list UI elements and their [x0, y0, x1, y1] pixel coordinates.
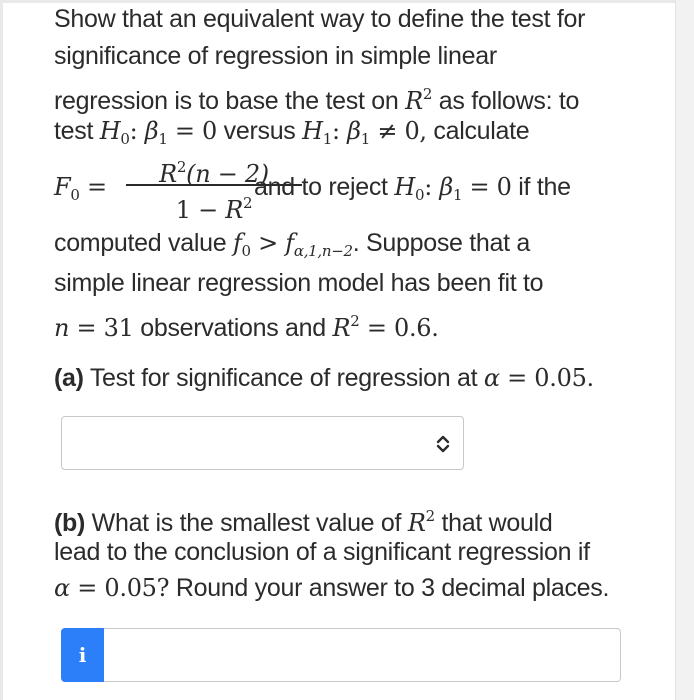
- question-line-3: regression is to base the test on $R^2$ as follows: to: [54, 85, 580, 115]
- frame-left-border: [0, 0, 3, 700]
- question-line-2: significance of regression in simple linear: [54, 42, 497, 70]
- question-line-6: computed value $f_0 > f_{\alpha,1,n-2}$. Suppose that a: [54, 229, 531, 260]
- part-b-answer-group: [61, 628, 621, 682]
- fraction-denominator: $1 - R^2$: [175, 194, 253, 224]
- part-b-label: (b): [54, 509, 86, 537]
- fraction-numerator: $R^2(n - 2)$: [159, 158, 269, 188]
- frame-top-border: [0, 0, 694, 3]
- question-line-5: and to reject $H_0$: $\beta_1 = 0$ if the: [254, 173, 571, 204]
- part-a-select[interactable]: [61, 416, 464, 470]
- part-b-prompt-line-3: α = 0.05? Round your answer to 3 decimal places.: [54, 574, 610, 602]
- info-icon[interactable]: i: [61, 628, 104, 682]
- chevron-up-down-icon: [435, 434, 451, 454]
- part-b-prompt-line-2: lead to the conclusion of a significant regression if: [54, 538, 590, 566]
- question-line-8: n = 31 observations and $R^2 = 0.6$.: [54, 312, 439, 342]
- f0-lhs: $F_0$ =: [54, 173, 107, 204]
- part-a-prompt: (a) Test for significance of regression at α = 0.05.: [54, 364, 594, 392]
- question-line-4: test $H_0$: $\beta_1 = 0$ versus $H_1$: $\beta_1 \ne 0$, calculate: [54, 117, 530, 148]
- part-b-prompt-line-1: (b) What is the smallest value of $R^2$ that would: [54, 507, 553, 537]
- part-b-answer-input[interactable]: [104, 628, 621, 682]
- scrollbar-track[interactable]: [675, 0, 694, 700]
- part-a-label: (a): [54, 364, 84, 392]
- question-line-7: simple linear regression model has been fit to: [54, 269, 544, 297]
- question-line-1: Show that an equivalent way to define the test for: [54, 5, 586, 33]
